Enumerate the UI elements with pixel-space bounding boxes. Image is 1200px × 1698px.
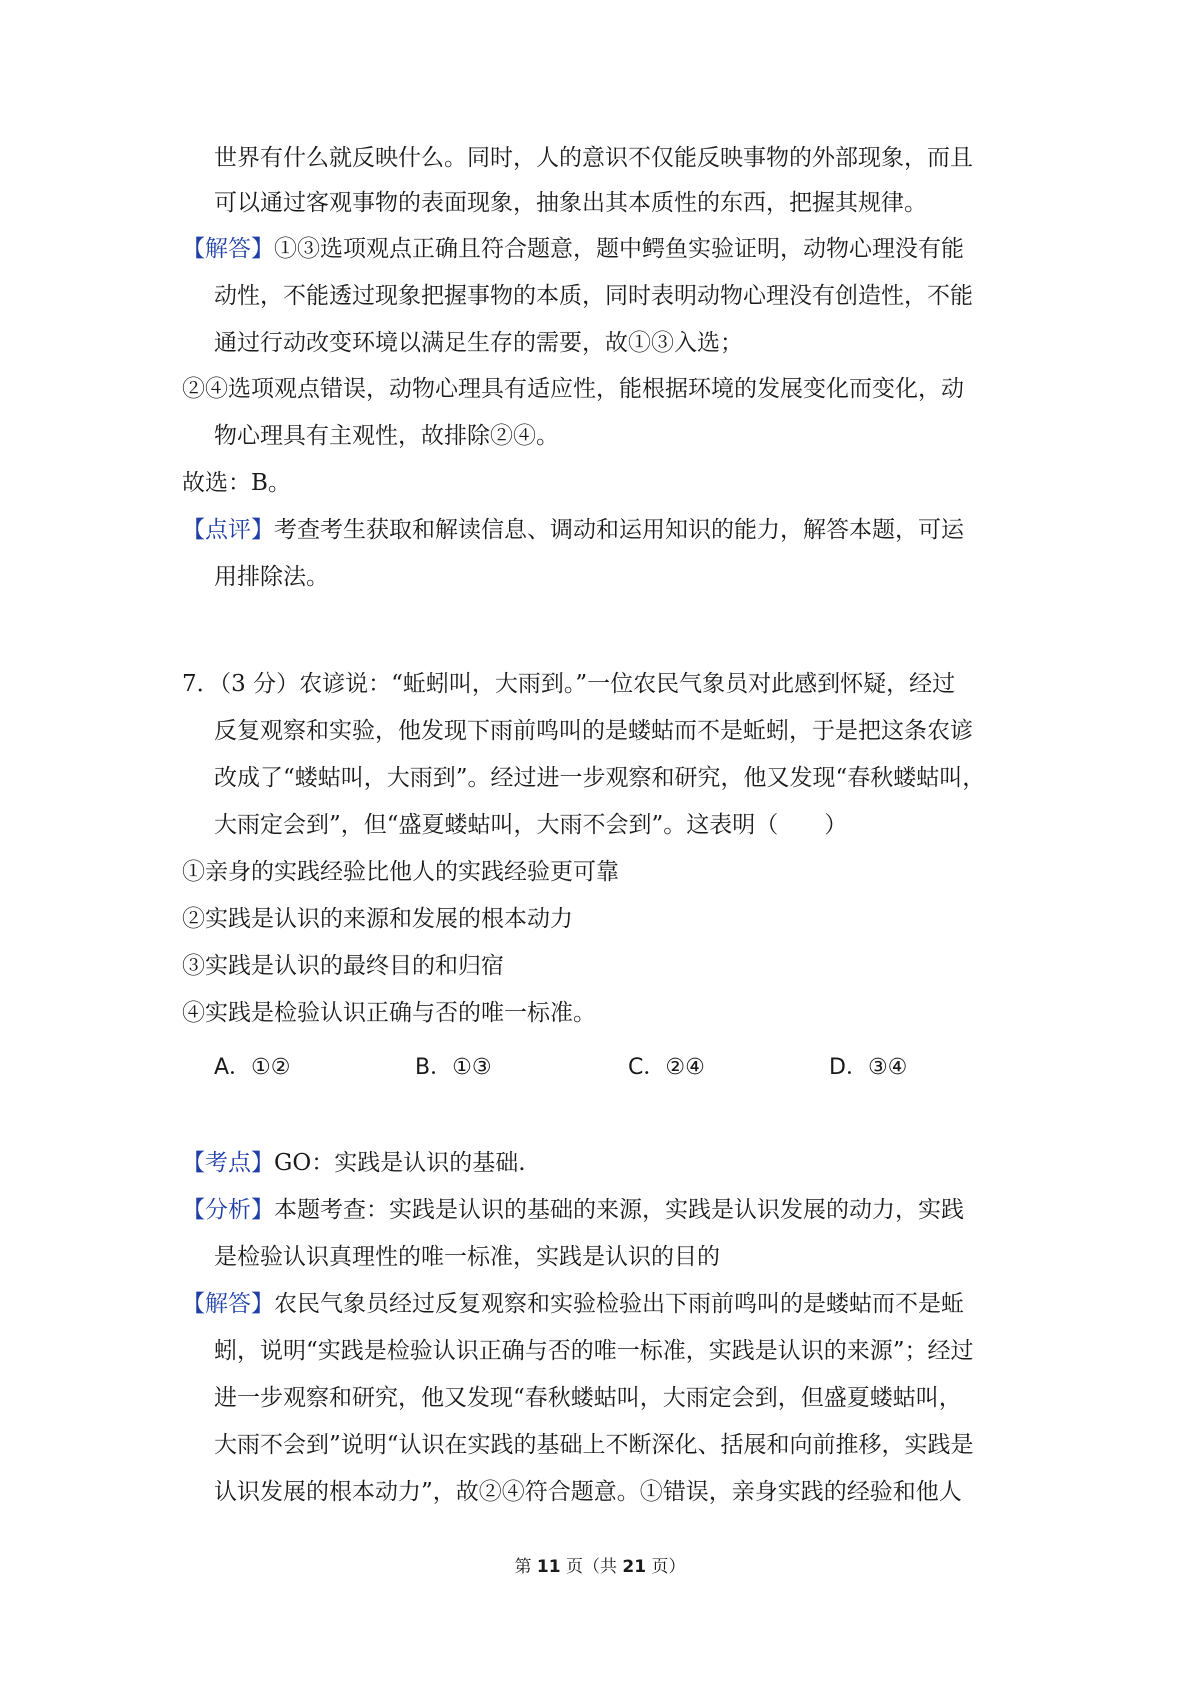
page-number: 11	[536, 1557, 561, 1577]
answer-tag: 【解答】	[182, 1291, 274, 1317]
option-a: A．①②	[214, 1055, 291, 1080]
analysis-tag: 【分析】	[182, 1197, 274, 1223]
statement-4: ④实践是检验认识正确与否的唯一标准。	[182, 1000, 596, 1026]
analysis-paragraph	[182, 1194, 964, 1226]
text-line: 物心理具有主观性，故排除②④。	[214, 423, 559, 449]
option-b: B．①③	[415, 1055, 492, 1080]
text-line: 认识发展的根本动力”，故②④符合题意。①错误，亲身实践的经验和他人	[214, 1479, 962, 1505]
option-d: D．③④	[829, 1055, 908, 1080]
text-line: 改成了“蝼蛄叫，大雨到”。经过进一步观察和研究，他又发现“春秋蝼蛄叫，	[214, 765, 986, 791]
text-line: 蚓，说明“实践是检验认识正确与否的唯一标准，实践是认识的来源”；经过	[214, 1338, 974, 1364]
text-line: 大雨定会到”，但“盛夏蝼蛄叫，大雨不会到”。这表明（ ）	[214, 812, 848, 838]
page-footer	[0, 1552, 1200, 1577]
point-tag: 【考点】	[182, 1150, 274, 1176]
comment-tag: 【点评】	[182, 517, 274, 543]
text-line: 通过行动改变环境以满足生存的需要，故①③入选；	[214, 330, 743, 356]
text-line: 本题考查：实践是认识的基础的来源，实践是认识发展的动力，实践	[274, 1197, 964, 1223]
comment-paragraph	[182, 514, 964, 546]
answer-paragraph	[182, 233, 964, 265]
text-line: 是检验认识真理性的唯一标准，实践是认识的目的	[214, 1244, 720, 1270]
statement-2: ②实践是认识的来源和发展的根本动力	[182, 906, 573, 932]
answer-paragraph-2	[182, 1288, 964, 1320]
footer-middle: 页（共	[566, 1557, 617, 1577]
text-line: 农民气象员经过反复观察和实验检验出下雨前鸣叫的是蝼蛄而不是蚯	[274, 1291, 964, 1317]
text-line: 世界有什么就反映什么。同时，人的意识不仅能反映事物的外部现象，而且	[214, 145, 973, 171]
question-stem: 7．（3 分）农谚说：“蚯蚓叫，大雨到。”一位农民气象员对此感到怀疑，经过	[182, 671, 956, 697]
text-line: 用排除法。	[214, 564, 329, 590]
point-paragraph	[182, 1147, 526, 1179]
statement-1: ①亲身的实践经验比他人的实践经验更可靠	[182, 859, 619, 885]
statement-3: ③实践是认识的最终目的和归宿	[182, 953, 504, 979]
text-line: 考查考生获取和解读信息、调动和运用知识的能力，解答本题，可运	[274, 517, 964, 543]
text-line: ②④选项观点错误，动物心理具有适应性，能根据环境的发展变化而变化，动	[182, 376, 964, 402]
footer-suffix: 页）	[651, 1557, 686, 1577]
option-c: C．②④	[628, 1055, 705, 1080]
footer-prefix: 第	[514, 1557, 532, 1577]
text-line: 可以通过客观事物的表面现象，抽象出其本质性的东西，把握其规律。	[214, 190, 927, 216]
text-line: 大雨不会到”说明“认识在实践的基础上不断深化、括展和向前推移，实践是	[214, 1432, 974, 1458]
text-line: 动性，不能透过现象把握事物的本质，同时表明动物心理没有创造性，不能	[214, 283, 973, 309]
text-line: 进一步观察和研究，他又发现“春秋蝼蛄叫，大雨定会到，但盛夏蝼蛄叫，	[214, 1385, 962, 1411]
text-line: ①③选项观点正确且符合题意，题中鳄鱼实验证明，动物心理没有能	[274, 236, 964, 262]
text-line: 反复观察和实验，他发现下雨前鸣叫的是蝼蛄而不是蚯蚓，于是把这条农谚	[214, 718, 973, 744]
text-line: GO：实践是认识的基础.	[274, 1150, 526, 1176]
final-answer: 故选：B。	[182, 470, 291, 496]
answer-tag: 【解答】	[182, 236, 274, 262]
total-pages: 21	[622, 1557, 647, 1577]
